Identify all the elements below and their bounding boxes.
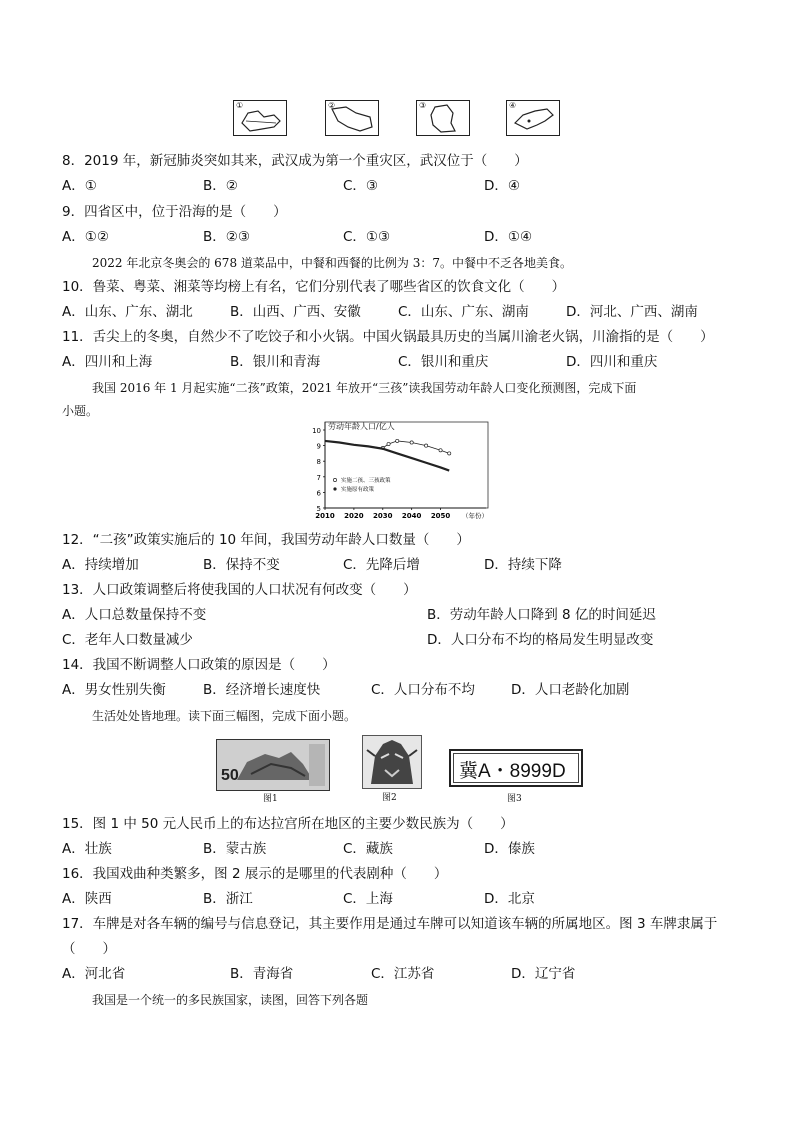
chart-title: 劳动年龄人口/亿人 bbox=[328, 422, 395, 431]
q11-option-a[interactable]: A．四川和上海 bbox=[62, 354, 153, 370]
q14-option-d[interactable]: D．人口老龄化加剧 bbox=[511, 682, 630, 698]
figure-1-caption: 图1 bbox=[263, 794, 278, 804]
labor-population-chart bbox=[305, 420, 490, 522]
province-map-4 bbox=[506, 100, 560, 136]
q14-option-a[interactable]: A．男女性别失衡 bbox=[62, 682, 166, 698]
y-tick-label: 7 bbox=[316, 473, 321, 482]
province-map-1 bbox=[233, 100, 287, 136]
intro-population-policy-line1: 我国 2016 年 1 月起实施“二孩”政策，2021 年放开“三孩”读我国劳动年龄人口变化预测图，完成下面 bbox=[92, 381, 637, 395]
province-map-2 bbox=[325, 100, 379, 136]
intro-winter-olympics: 2022 年北京冬奥会的 678 道菜品中，中餐和西餐的比例为 3：7。中餐中不乏各地美食。 bbox=[92, 256, 572, 270]
legend-label-1: 实施二孩、三孩政策 bbox=[341, 478, 391, 484]
figure-3-caption: 图3 bbox=[507, 794, 522, 804]
question-14-stem: 14．我国不断调整人口政策的原因是（ ） bbox=[62, 657, 336, 673]
y-tick-label: 9 bbox=[316, 442, 321, 451]
question-16-stem: 16．我国戏曲种类繁多，图 2 展示的是哪里的代表剧种（ ） bbox=[62, 866, 448, 882]
question-17-stem-cont: （ ） bbox=[62, 941, 116, 957]
series-point bbox=[387, 442, 390, 445]
figure-1-banknote bbox=[216, 739, 330, 791]
q8-option-c[interactable]: C．③ bbox=[343, 178, 379, 194]
intro-life-geography: 生活处处皆地理。读下面三幅图，完成下面小题。 bbox=[92, 709, 357, 723]
question-12-stem: 12．“二孩”政策实施后的 10 年间，我国劳动年龄人口数量（ ） bbox=[62, 532, 470, 548]
q17-option-b[interactable]: B．青海省 bbox=[230, 966, 294, 982]
map-number-2: ② bbox=[328, 101, 336, 110]
q15-option-a[interactable]: A．壮族 bbox=[62, 841, 112, 857]
q17-option-c[interactable]: C．江苏省 bbox=[371, 966, 435, 982]
x-tick-label: 2040 bbox=[401, 512, 422, 520]
y-tick-label: 6 bbox=[316, 489, 321, 498]
q13-option-b[interactable]: B．劳动年龄人口降到 8 亿的时间延迟 bbox=[427, 607, 656, 623]
q10-option-b[interactable]: B．山西、广西、安徽 bbox=[230, 304, 361, 320]
figure-2-caption: 图2 bbox=[382, 793, 397, 803]
series-point bbox=[425, 444, 428, 447]
q8-option-b[interactable]: B．② bbox=[203, 178, 238, 194]
legend-label-2: 实施原有政策 bbox=[341, 487, 375, 493]
figure-2-opera-mask bbox=[362, 735, 422, 789]
question-9-stem: 9．四省区中，位于沿海的是（ ） bbox=[62, 204, 287, 220]
q11-option-b[interactable]: B．银川和青海 bbox=[230, 354, 321, 370]
x-tick-label: 2010 bbox=[315, 512, 335, 520]
y-tick-label: 8 bbox=[316, 458, 321, 467]
q13-option-c[interactable]: C．老年人口数量减少 bbox=[62, 632, 193, 648]
q12-option-b[interactable]: B．保持不变 bbox=[203, 557, 280, 573]
legend-marker-2 bbox=[333, 487, 336, 490]
q11-option-d[interactable]: D．四川和重庆 bbox=[566, 354, 658, 370]
q16-option-b[interactable]: B．浙江 bbox=[203, 891, 253, 907]
q14-option-b[interactable]: B．经济增长速度快 bbox=[203, 682, 321, 698]
x-tick-label: 2050 bbox=[430, 512, 451, 520]
series-point bbox=[439, 449, 442, 452]
q17-option-d[interactable]: D．辽宁省 bbox=[511, 966, 576, 982]
q15-option-b[interactable]: B．蒙古族 bbox=[203, 841, 267, 857]
q15-option-c[interactable]: C．藏族 bbox=[343, 841, 393, 857]
figure-3-license-plate bbox=[449, 749, 583, 787]
q12-option-d[interactable]: D．持续下降 bbox=[484, 557, 562, 573]
question-10-stem: 10．鲁菜、粤菜、湘菜等均榜上有名，它们分别代表了哪些省区的饮食文化（ ） bbox=[62, 279, 566, 295]
q13-option-a[interactable]: A．人口总数量保持不变 bbox=[62, 607, 207, 623]
map-number-3: ③ bbox=[419, 101, 427, 110]
q16-option-d[interactable]: D．北京 bbox=[484, 891, 535, 907]
question-15-stem: 15．图 1 中 50 元人民币上的布达拉宫所在地区的主要少数民族为（ ） bbox=[62, 816, 514, 832]
q13-option-d[interactable]: D．人口分布不均的格局发生明显改变 bbox=[427, 632, 654, 648]
q8-option-d[interactable]: D．④ bbox=[484, 178, 520, 194]
question-11-stem: 11．舌尖上的冬奥，自然少不了吃饺子和小火锅。中国火锅最具历史的当属川渝老火锅，川渝指的是（ ） bbox=[62, 329, 714, 345]
q9-option-b[interactable]: B．②③ bbox=[203, 229, 250, 245]
q12-option-c[interactable]: C．先降后增 bbox=[343, 557, 420, 573]
q14-option-c[interactable]: C．人口分布不均 bbox=[371, 682, 475, 698]
q9-option-a[interactable]: A．①② bbox=[62, 229, 109, 245]
q17-option-a[interactable]: A．河北省 bbox=[62, 966, 126, 982]
banknote-value: 50 bbox=[221, 767, 239, 784]
q12-option-a[interactable]: A．持续增加 bbox=[62, 557, 139, 573]
q16-option-a[interactable]: A．陕西 bbox=[62, 891, 112, 907]
series-point bbox=[448, 452, 451, 455]
q8-option-a[interactable]: A．① bbox=[62, 178, 97, 194]
q10-option-c[interactable]: C．山东、广东、湖南 bbox=[398, 304, 529, 320]
legend-marker-1 bbox=[333, 478, 336, 481]
q11-option-c[interactable]: C．银川和重庆 bbox=[398, 354, 489, 370]
y-tick-label: 10 bbox=[312, 427, 321, 435]
question-8-stem: 8．2019 年，新冠肺炎突如其来，武汉成为第一个重灾区，武汉位于（ ） bbox=[62, 153, 528, 169]
q9-option-c[interactable]: C．①③ bbox=[343, 229, 391, 245]
x-tick-label: 2020 bbox=[344, 512, 364, 520]
intro-multi-ethnic: 我国是一个统一的多民族国家，读图，回答下列各题 bbox=[92, 993, 369, 1007]
y-tick-label: 5 bbox=[316, 505, 321, 513]
question-17-stem: 17．车牌是对各车辆的编号与信息登记，其主要作用是通过车牌可以知道该车辆的所属地区。图 3 车牌隶属于 bbox=[62, 916, 718, 932]
question-13-stem: 13．人口政策调整后将使我国的人口状况有何改变（ ） bbox=[62, 582, 417, 598]
q16-option-c[interactable]: C．上海 bbox=[343, 891, 393, 907]
q15-option-d[interactable]: D．傣族 bbox=[484, 841, 535, 857]
series-point bbox=[410, 441, 413, 444]
series-point bbox=[396, 439, 399, 442]
license-plate-text: 冀A・8999D bbox=[459, 761, 566, 782]
chart-frame bbox=[325, 422, 488, 508]
x-tick-label: 2030 bbox=[373, 512, 393, 520]
province-map-3 bbox=[416, 100, 470, 136]
map-number-4: ④ bbox=[509, 101, 517, 110]
q10-option-d[interactable]: D．河北、广西、湖南 bbox=[566, 304, 698, 320]
intro-population-policy-line2: 小题。 bbox=[62, 404, 99, 418]
map-number-1: ① bbox=[236, 101, 244, 110]
x-axis-label: （年份） bbox=[462, 512, 488, 520]
q10-option-a[interactable]: A．山东、广东、湖北 bbox=[62, 304, 193, 320]
q9-option-d[interactable]: D．①④ bbox=[484, 229, 533, 245]
